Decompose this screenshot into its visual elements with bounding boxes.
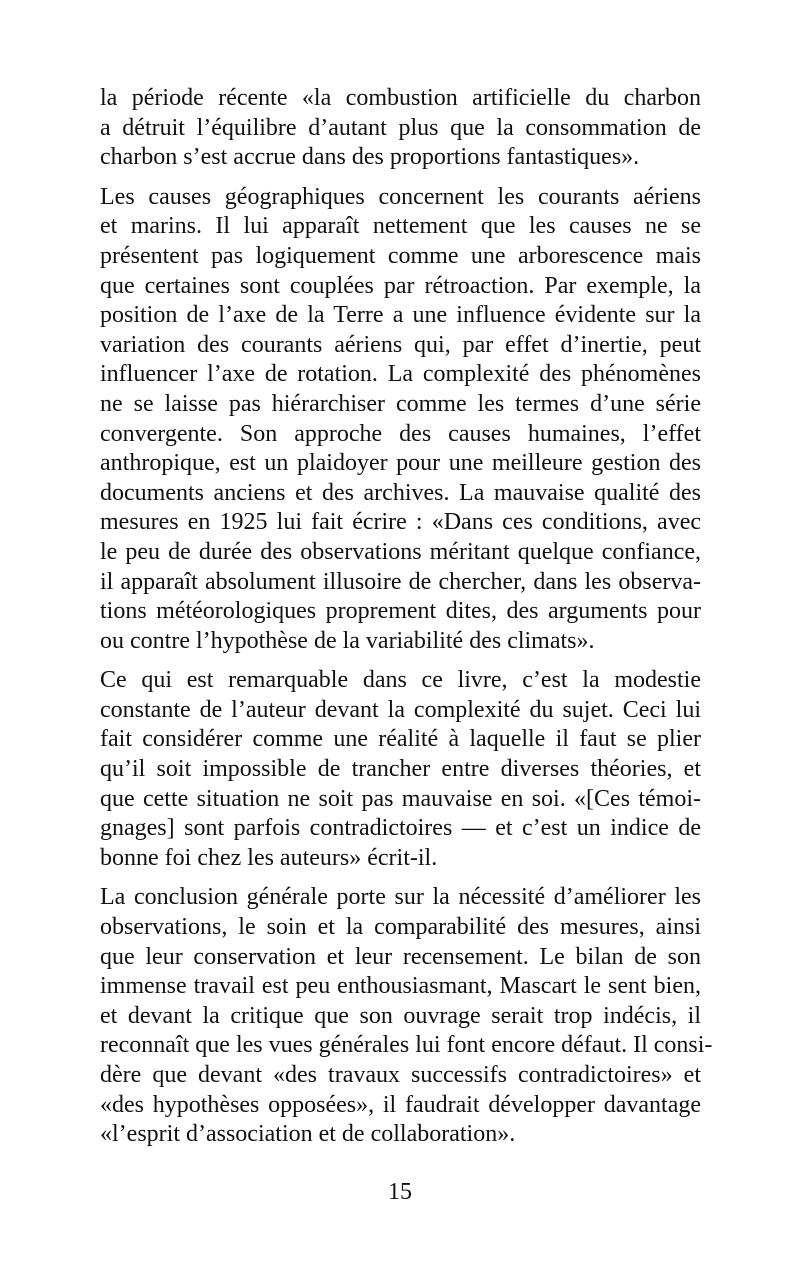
- text-line: constante de l’auteur devant la complexité du sujet. Ceci lui: [100, 696, 701, 723]
- text-line: anthropique, est un plaidoyer pour une meilleure gestion des: [100, 450, 701, 477]
- text-line: il apparaît absolument illusoire de chercher, dans les observa-: [100, 568, 701, 595]
- page-number: 15: [388, 1179, 412, 1205]
- text-line: charbon s’est accrue dans des proportions fantastiques».: [100, 144, 640, 171]
- text-line: variation des courants aériens qui, par effet d’inertie, peut: [100, 331, 701, 358]
- paragraph: [100, 883, 713, 1149]
- text-line: mesures en 1925 lui fait écrire : «Dans ces conditions, avec: [100, 509, 701, 536]
- text-line: «l’esprit d’association et de collaboration».: [100, 1121, 516, 1148]
- text-line: «des hypothèses opposées», il faudrait développer davantage: [100, 1091, 701, 1118]
- text-line: qu’il soit impossible de trancher entre diverses théories, et: [100, 756, 701, 783]
- text-line: fait considérer comme une réalité à laquelle il faut se plier: [100, 726, 701, 753]
- text-line: a détruit l’équilibre d’autant plus que la consommation de: [100, 114, 701, 141]
- text-line: documents anciens et des archives. La mauvaise qualité des: [100, 479, 701, 506]
- text-line: influencer l’axe de rotation. La complexité des phénomènes: [100, 361, 701, 388]
- text-line: observations, le soin et la comparabilité des mesures, ainsi: [100, 914, 701, 941]
- text-line: position de l’axe de la Terre a une influence évidente sur la: [100, 302, 701, 329]
- text-line: tions météorologiques proprement dites, des arguments pour: [100, 598, 701, 625]
- text-line: immense travail est peu enthousiasmant, Mascart le sent bien,: [100, 973, 701, 1000]
- text-line: Les causes géographiques concernent les courants aériens: [100, 183, 701, 210]
- text-line: que leur conservation et leur recensement. Le bilan de son: [100, 943, 701, 970]
- text-line: Ce qui est remarquable dans ce livre, c’est la modestie: [100, 667, 701, 694]
- text-line: bonne foi chez les auteurs» écrit-il.: [100, 844, 438, 871]
- text-line: le peu de durée des observations méritant quelque confiance,: [100, 538, 701, 565]
- text-line: dère que devant «des travaux successifs contradictoires» et: [100, 1062, 701, 1088]
- text-line: et devant la critique que son ouvrage serait trop indécis, il: [100, 1002, 701, 1029]
- paragraph: [100, 666, 701, 873]
- text-line: La conclusion générale porte sur la nécessité d’améliorer les: [100, 884, 701, 911]
- text-line: que certaines sont couplées par rétroaction. Par exemple, la: [100, 272, 701, 299]
- text-line: ou contre l’hypothèse de la variabilité des climats».: [100, 627, 595, 654]
- paragraph: [100, 84, 701, 173]
- text-line: et marins. Il lui apparaît nettement que les causes ne se: [100, 213, 701, 240]
- page-body: [100, 84, 713, 1160]
- text-line: présentent pas logiquement comme une arborescence mais: [100, 242, 701, 269]
- text-line: reconnaît que les vues générales lui font encore défaut. Il consi-: [100, 1032, 713, 1059]
- text-line: gnages] sont parfois contradictoires — et c’est un indice de: [100, 815, 701, 842]
- paragraph: [100, 183, 701, 657]
- text-line: la période récente «la combustion artificielle du charbon: [100, 85, 701, 111]
- text-line: que cette situation ne soit pas mauvaise en soi. «[Ces témoi-: [100, 785, 701, 812]
- text-line: ne se laisse pas hiérarchiser comme les termes d’une série: [100, 390, 701, 417]
- text-line: convergente. Son approche des causes humaines, l’effet: [100, 420, 701, 447]
